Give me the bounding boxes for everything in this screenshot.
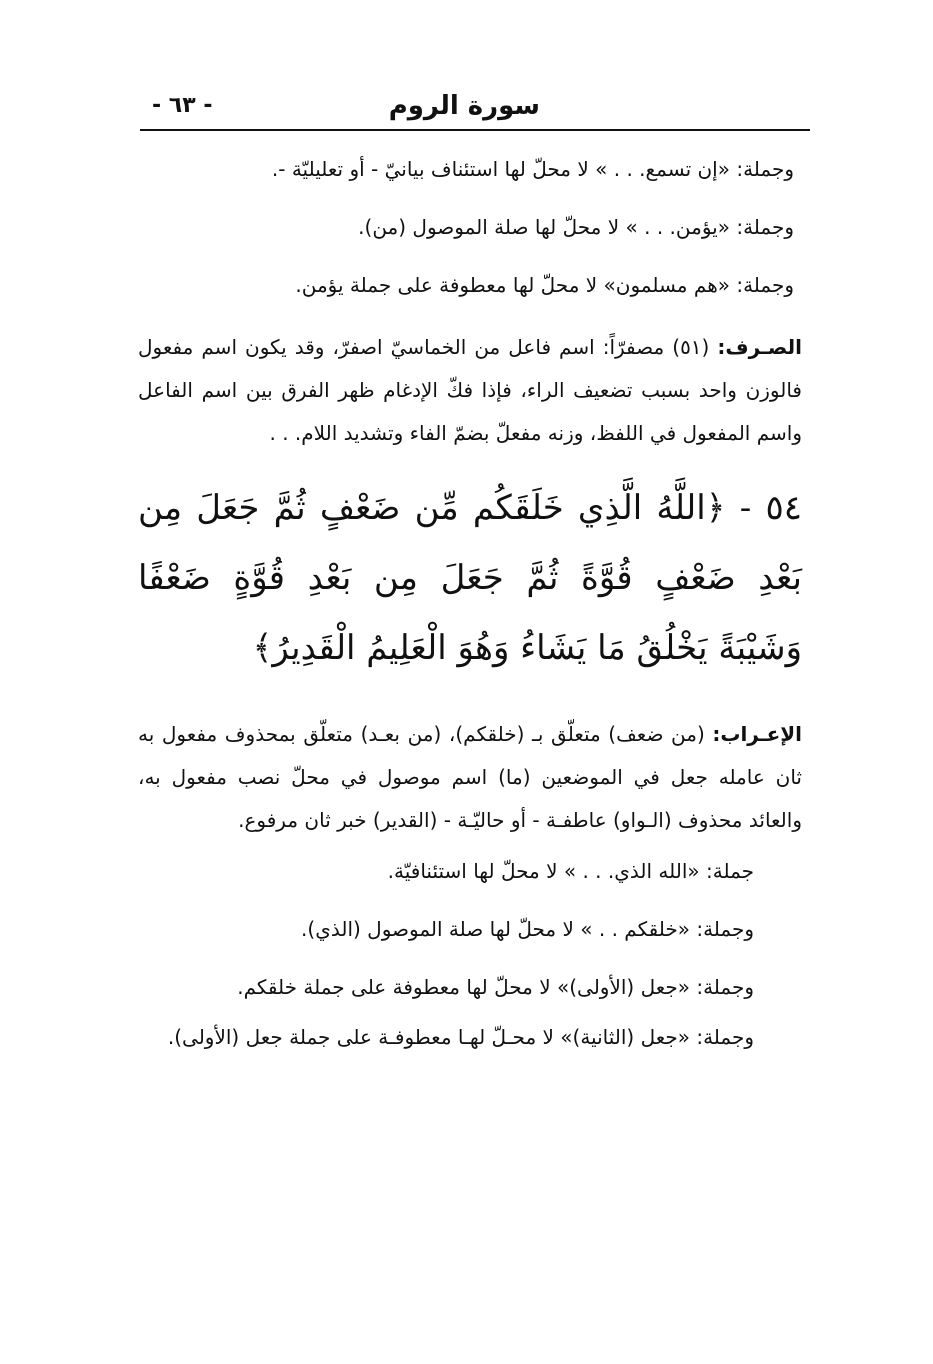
spacer (138, 683, 802, 713)
sentence-line: جملة: «الله الذي. . . » لا محلّ لها استئنافيّة. (387, 859, 754, 883)
sentence-text: وجملة: «جعل (الثانية)» لا محـلّ لهـا معطوفـة على جملة جعل (الأولى). (167, 1025, 754, 1049)
sentence-line: وجملة: «هم مسلمون» لا محلّ لها معطوفة على جملة يؤمن. (295, 273, 794, 297)
page-header (140, 88, 808, 128)
quran-verse: ٥٤ - ﴿اللَّهُ الَّذِي خَلَقَكُم مِّن ضَعْفٍ ثُمَّ جَعَلَ مِن بَعْدِ ضَعْفٍ قُوَّةً ثُمَّ جَعَلَ مِن بَعْدِ قُوَّةٍ ضَعْفًا وَشَيْبَةً يَخْلُقُ مَا يَشَاءُ وَهُوَ الْعَلِيمُ الْقَدِيرُ﴾ (138, 488, 802, 668)
sarf-label: الصـرف: (717, 335, 802, 359)
sentence-paragraph (138, 1016, 802, 1059)
header-divider (140, 129, 810, 131)
page-number: - ٦٣ - (152, 93, 213, 118)
spacer (138, 455, 802, 473)
irab-label: الإعـراب: (712, 722, 802, 746)
sarf-paragraph (138, 326, 802, 455)
irab-paragraph (138, 713, 802, 842)
irab-text: (من ضعف) متعلّق بـ (خلقكم)، (من بعـد) متعلّق بمحذوف مفعول به ثان عامله جعل في الموضعين (ما) اسم موصول في محلّ نصب مفعول به، والعائد محذوف (الـواو) عاطفـة - أو حاليّـة - (القدير) خبر ثان مرفوع. (138, 722, 802, 832)
spacer (138, 314, 802, 326)
sentence-line: وجملة: «خلقكم . . » لا محلّ لها صلة الموصول (الذي). (301, 917, 754, 941)
surah-title: سورة الروم (388, 91, 540, 121)
page-body (138, 140, 802, 1059)
sentence-line: وجملة: «يؤمن. . . » لا محلّ لها صلة الموصول (من). (358, 215, 794, 239)
sarf-text: (٥١) مصفرّاً: اسم فاعل من الخماسيّ اصفرّ، وقد يكون اسم مفعول فالوزن واحد بسبب تضعيف الراء، فإذا فكّ الإدغام ظهر الفرق بين اسم الفاعل واسم المفعول في اللفظ، وزنه مفعلّ بضمّ الفاء وتشديد اللام. . . (138, 335, 802, 445)
sentence-line: وجملة: «جعل (الأولى)» لا محلّ لها معطوفة على جملة خلقكم. (237, 975, 754, 999)
sentence-line: وجملة: «إن تسمع. . . » لا محلّ لها استئناف بيانيّ - أو تعليليّة -. (271, 157, 794, 181)
